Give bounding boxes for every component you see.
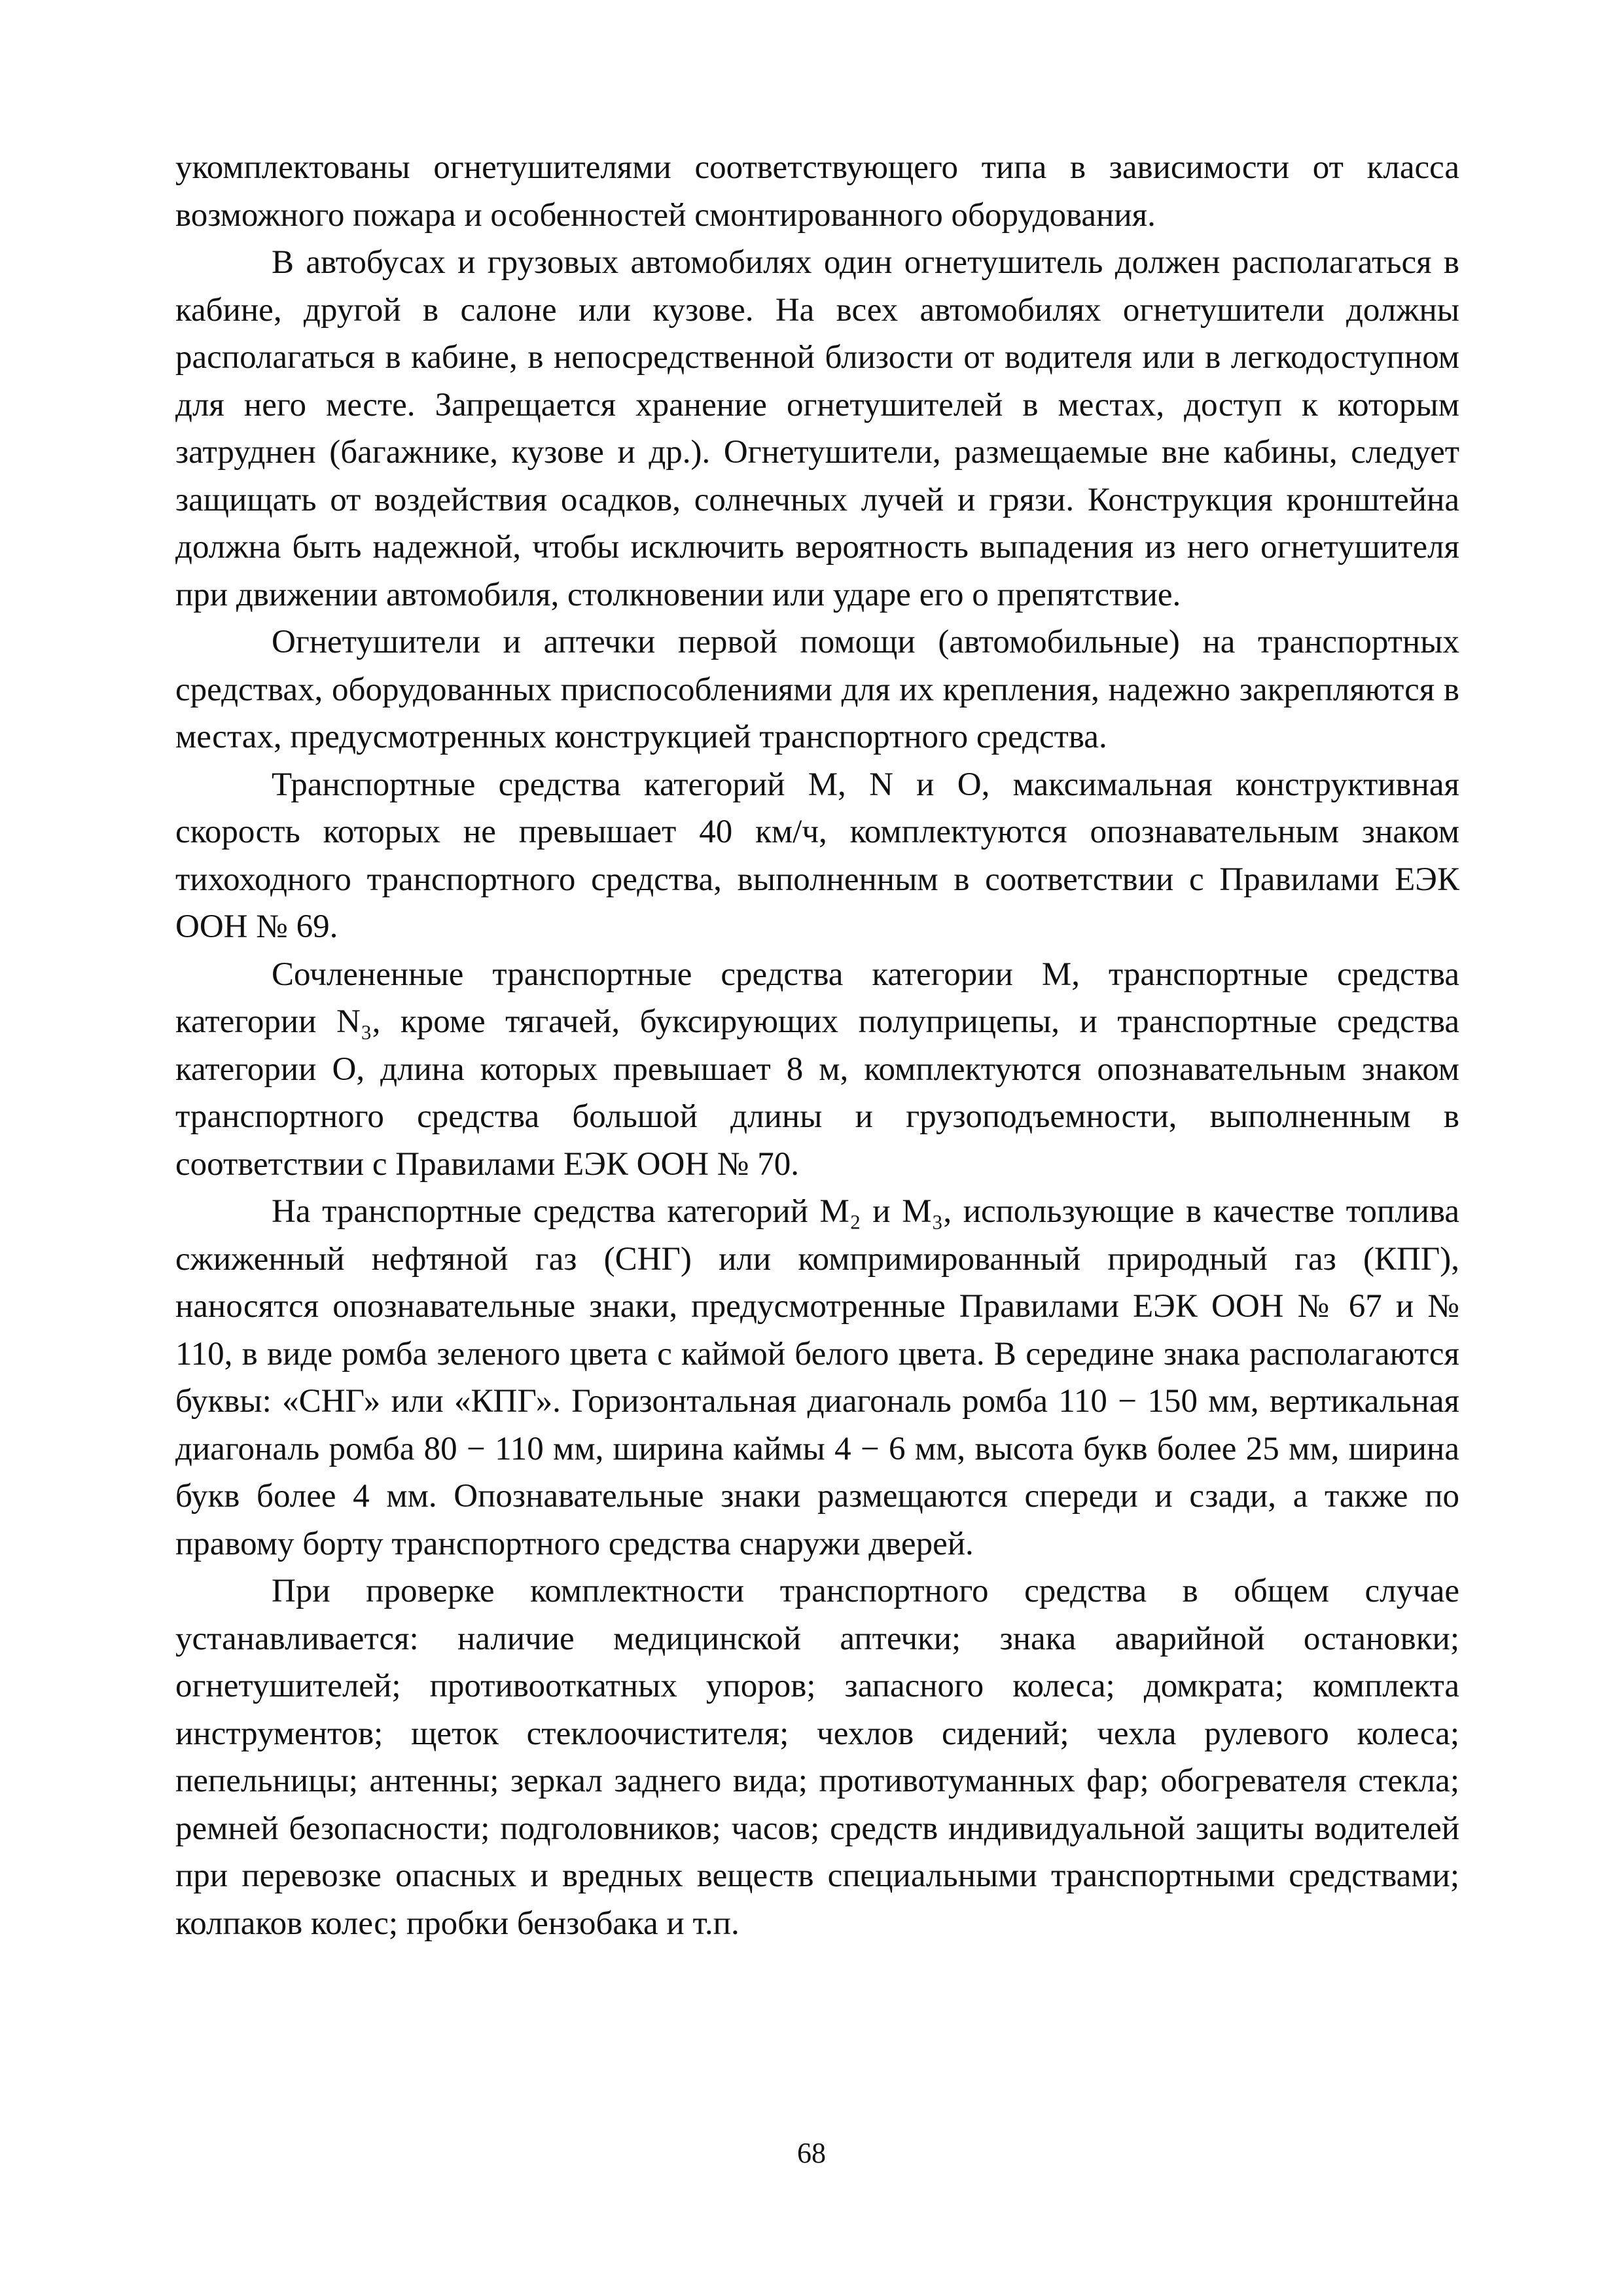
paragraph-slow-vehicle-sign: Транспортные средства категорий M, N и O, максимальная конструктивная скорость которых не превышает 40 км/ч, комплектуются опознавательным знаком тихоходного транспортного средства, выполненным в соответствии с Правилами ЕЭК ООН № 69. xyxy=(175,766,1459,945)
body-text xyxy=(175,144,1459,1947)
paragraph-continuation: укомплектованы огнетушителями соответствующего типа в зависимости от класса возможного пожара и особенностей смонтированного оборудования. xyxy=(175,149,1459,234)
paragraph-fire-extinguisher-placement: В автобусах и грузовых автомобилях один огнетушитель должен располагаться в кабине, другой в салоне или кузове. На всех автомобилях огнетушители должны располагаться в кабине, в непосредственной близости от водителя или в легкодоступном для него месте. Запрещается хранение огнетушителей в местах, доступ к которым затруднен (багажнике, кузове и др.). Огнетушители, размещаемые вне кабины, следует защищать от воздействия осадков, солнечных лучей и грязи. Конструкция кронштейна должна быть надежной, чтобы исключить вероятность выпадения из него огнетушителя при движении автомобиля, столкновении или ударе его о препятствие. xyxy=(175,244,1459,613)
paragraph-long-vehicle-sign: Сочлененные транспортные средства категории M, транспортные средства категории N₃, кроме тягачей, буксирующих полуприцепы, и транспортные средства категории O, длина которых превышает 8 м, комплектуются опознавательным знаком транспортного средства большой длины и грузоподъемности, выполненным в соответствии с Правилами ЕЭК ООН № 70. xyxy=(175,956,1459,1183)
paragraph-completeness-check: При проверке комплектности транспортного средства в общем случае устанавливается: наличие медицинской аптечки; знака аварийной остановки; огнетушителей; противооткатных упоров; запасного колеса; домкрата; комплекта инструментов; щеток стеклоочистителя; чехлов сидений; чехла рулевого колеса; пепельницы; антенны; зеркал заднего вида; противотуманных фар; обогревателя стекла; ремней безопасности; подголовников; часов; средств индивидуальной защиты водителей при перевозке опасных и вредных веществ специальными транспортными средствами; колпаков колес; пробки бензобака и т.п. xyxy=(175,1573,1459,1942)
paragraph-mounting: Огнетушители и аптечки первой помощи (автомобильные) на транспортных средствах, оборудованных приспособлениями для их крепления, надежно закрепляются в местах, предусмотренных конструкцией транспортного средства. xyxy=(175,624,1459,755)
page-number: 68 xyxy=(797,2137,826,2169)
paragraph-gas-fuel-sign: На транспортные средства категорий M₂ и M₃, использующие в качестве топлива сжиженный нефтяной газ (СНГ) или компримированный природный газ (КПГ), наносятся опознавательные знаки, предусмотренные Правилами ЕЭК ООН № 67 и № 110, в виде ромба зеленого цвета с каймой белого цвета. В середине знака располагаются буквы: «СНГ» или «КПГ». Горизонтальная диагональ ромба 110 − 150 мм, вертикальная диагональ ромба 80 − 110 мм, ширина каймы 4 − 6 мм, высота букв более 25 мм, ширина букв более 4 мм. Опознавательные знаки размещаются спереди и сзади, а также по правому борту транспортного средства снаружи дверей. xyxy=(175,1193,1459,1562)
